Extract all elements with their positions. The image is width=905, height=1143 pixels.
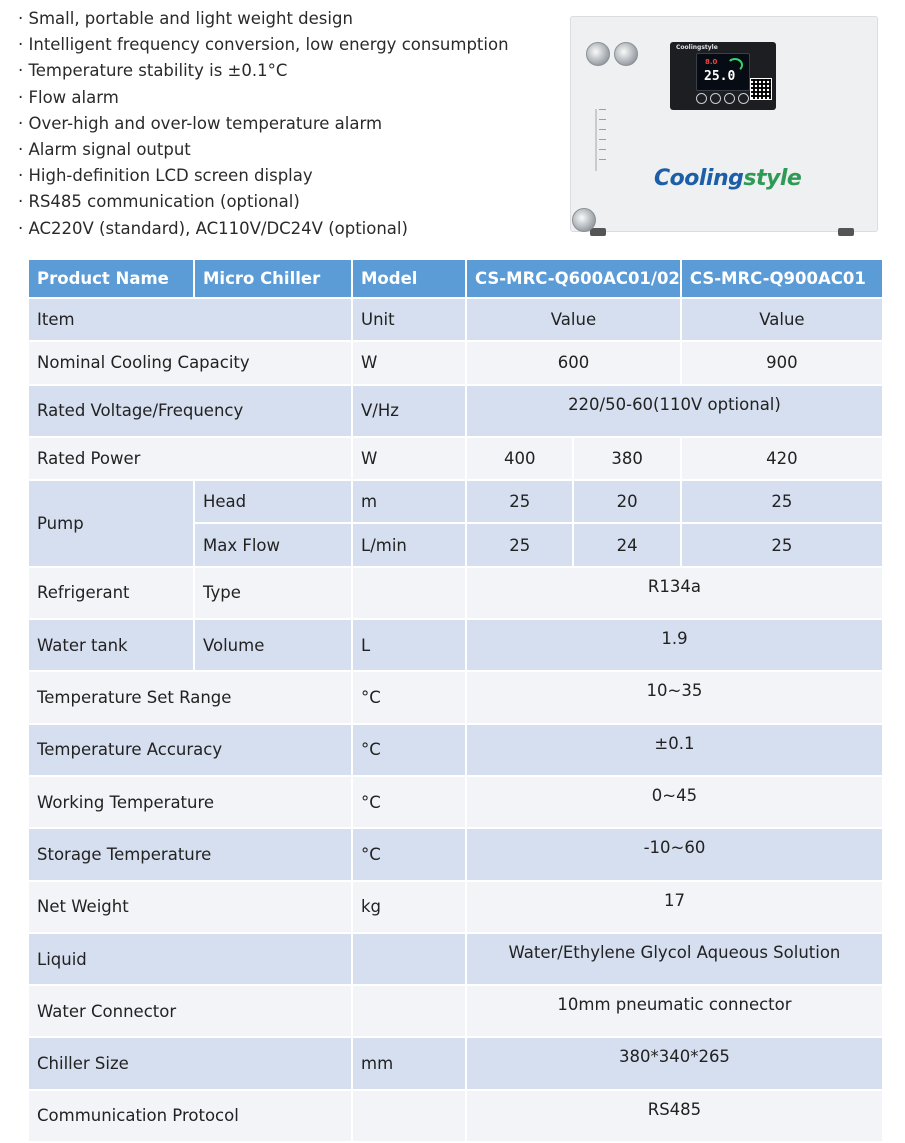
water-level-gauge (595, 109, 607, 171)
cell-value: 400 (467, 438, 572, 479)
cell-value: 900 (682, 342, 882, 383)
header-product-name: Product Name (29, 260, 193, 297)
feature-item: · Alarm signal output (18, 140, 191, 160)
feature-item: · AC220V (standard), AC110V/DC24V (optional) (18, 218, 408, 238)
header-model: Model (353, 260, 465, 297)
cell-unit: mm (353, 1038, 465, 1088)
cell-unit: °C (353, 725, 465, 775)
feature-item: · Temperature stability is ±0.1°C (18, 61, 288, 81)
cell-unit: °C (353, 829, 465, 879)
cell-value: Value (682, 299, 882, 340)
cell-unit (353, 568, 465, 618)
cell-unit: W (353, 438, 465, 479)
table-row (29, 1091, 882, 1141)
cell-label: Working Temperature (29, 777, 351, 827)
brand-logo: Coolingstyle (654, 166, 802, 191)
cell-value: RS485 (467, 1091, 882, 1141)
cell-value: 10~35 (467, 672, 882, 722)
table-row (29, 829, 882, 879)
chiller-foot (838, 228, 854, 236)
cell-value: -10~60 (467, 829, 882, 879)
cell-unit: L (353, 620, 465, 670)
table-row (29, 986, 882, 1036)
table-row (29, 438, 882, 479)
table-row (29, 777, 882, 827)
cell-unit (353, 934, 465, 984)
header-product-value: Micro Chiller (195, 260, 351, 297)
cell-label: Liquid (29, 934, 351, 984)
header-model-a: CS-MRC-Q600AC01/02 (467, 260, 680, 297)
cell-value: 1.9 (467, 620, 882, 670)
water-outlet-icon (614, 42, 638, 66)
power-button-icon (696, 93, 707, 104)
table-row (29, 882, 882, 932)
product-image (568, 14, 878, 240)
cell-label: Chiller Size (29, 1038, 351, 1088)
cell-label: Item (29, 299, 351, 340)
cell-value: 17 (467, 882, 882, 932)
cell-unit: °C (353, 672, 465, 722)
cell-label: Communication Protocol (29, 1091, 351, 1141)
cell-value: 380 (574, 438, 679, 479)
table-row (29, 481, 882, 522)
feature-item: · Flow alarm (18, 87, 119, 107)
cell-label: Refrigerant (29, 568, 193, 618)
lcd-temperature: 25.0 (704, 69, 736, 84)
cell-unit (353, 1091, 465, 1141)
table-row (29, 620, 882, 670)
control-panel (670, 42, 776, 110)
cell-label: Water Connector (29, 986, 351, 1036)
lcd-small-reading: 8.0 (705, 58, 718, 66)
panel-brand: Coolingstyle (676, 44, 718, 51)
cell-value: Value (467, 299, 680, 340)
cell-label: Nominal Cooling Capacity (29, 342, 351, 383)
water-inlet-icon (586, 42, 610, 66)
up-button-icon (724, 93, 735, 104)
cell-value: ±0.1 (467, 725, 882, 775)
cell-value: 25 (682, 524, 882, 565)
feature-item: · Over-high and over-low temperature alarm (18, 113, 383, 133)
cell-sublabel: Head (195, 481, 351, 522)
cell-value: 25 (467, 481, 572, 522)
table-row (29, 299, 882, 340)
cell-sublabel: Volume (195, 620, 351, 670)
feature-item: · RS485 communication (optional) (18, 192, 300, 212)
cell-label: Pump (29, 481, 193, 566)
cell-value: 380*340*265 (467, 1038, 882, 1088)
cell-unit (353, 986, 465, 1036)
cell-value: 25 (682, 481, 882, 522)
cell-value: 10mm pneumatic connector (467, 986, 882, 1036)
cell-value: 24 (574, 524, 679, 565)
cell-value: 220/50-60(110V optional) (467, 386, 882, 436)
feature-item: · High-definition LCD screen display (18, 166, 313, 186)
cell-label: Storage Temperature (29, 829, 351, 879)
chiller-foot (590, 228, 606, 236)
cell-label: Rated Power (29, 438, 351, 479)
cell-sublabel: Max Flow (195, 524, 351, 565)
cell-sublabel: Type (195, 568, 351, 618)
table-row (29, 386, 882, 436)
table-row (29, 1038, 882, 1088)
cell-unit: kg (353, 882, 465, 932)
cell-unit: W (353, 342, 465, 383)
table-row (29, 725, 882, 775)
cell-value: Water/Ethylene Glycol Aqueous Solution (467, 934, 882, 984)
cell-unit: V/Hz (353, 386, 465, 436)
cell-value: 0~45 (467, 777, 882, 827)
cell-value: R134a (467, 568, 882, 618)
feature-list (18, 6, 509, 242)
cell-unit: °C (353, 777, 465, 827)
feature-item: · Intelligent frequency conversion, low energy consumption (18, 35, 509, 55)
cell-label: Water tank (29, 620, 193, 670)
cell-label: Temperature Set Range (29, 672, 351, 722)
spec-table (27, 258, 884, 1143)
cell-label: Net Weight (29, 882, 351, 932)
cell-value: 25 (467, 524, 572, 565)
table-row (29, 934, 882, 984)
qr-code (750, 78, 772, 100)
cell-value: 420 (682, 438, 882, 479)
cell-unit: Unit (353, 299, 465, 340)
feature-item: · Small, portable and light weight design (18, 9, 353, 28)
set-button-icon (710, 93, 721, 104)
header-model-b: CS-MRC-Q900AC01 (682, 260, 882, 297)
cell-unit: L/min (353, 524, 465, 565)
table-row (29, 342, 882, 383)
table-header-row (29, 260, 882, 297)
table-row (29, 672, 882, 722)
down-button-icon (738, 93, 749, 104)
table-row (29, 568, 882, 618)
cell-unit: m (353, 481, 465, 522)
cell-value: 600 (467, 342, 680, 383)
drain-plug-icon (572, 208, 596, 232)
cell-label: Rated Voltage/Frequency (29, 386, 351, 436)
cell-value: 20 (574, 481, 679, 522)
cell-label: Temperature Accuracy (29, 725, 351, 775)
lcd-display (696, 53, 750, 91)
